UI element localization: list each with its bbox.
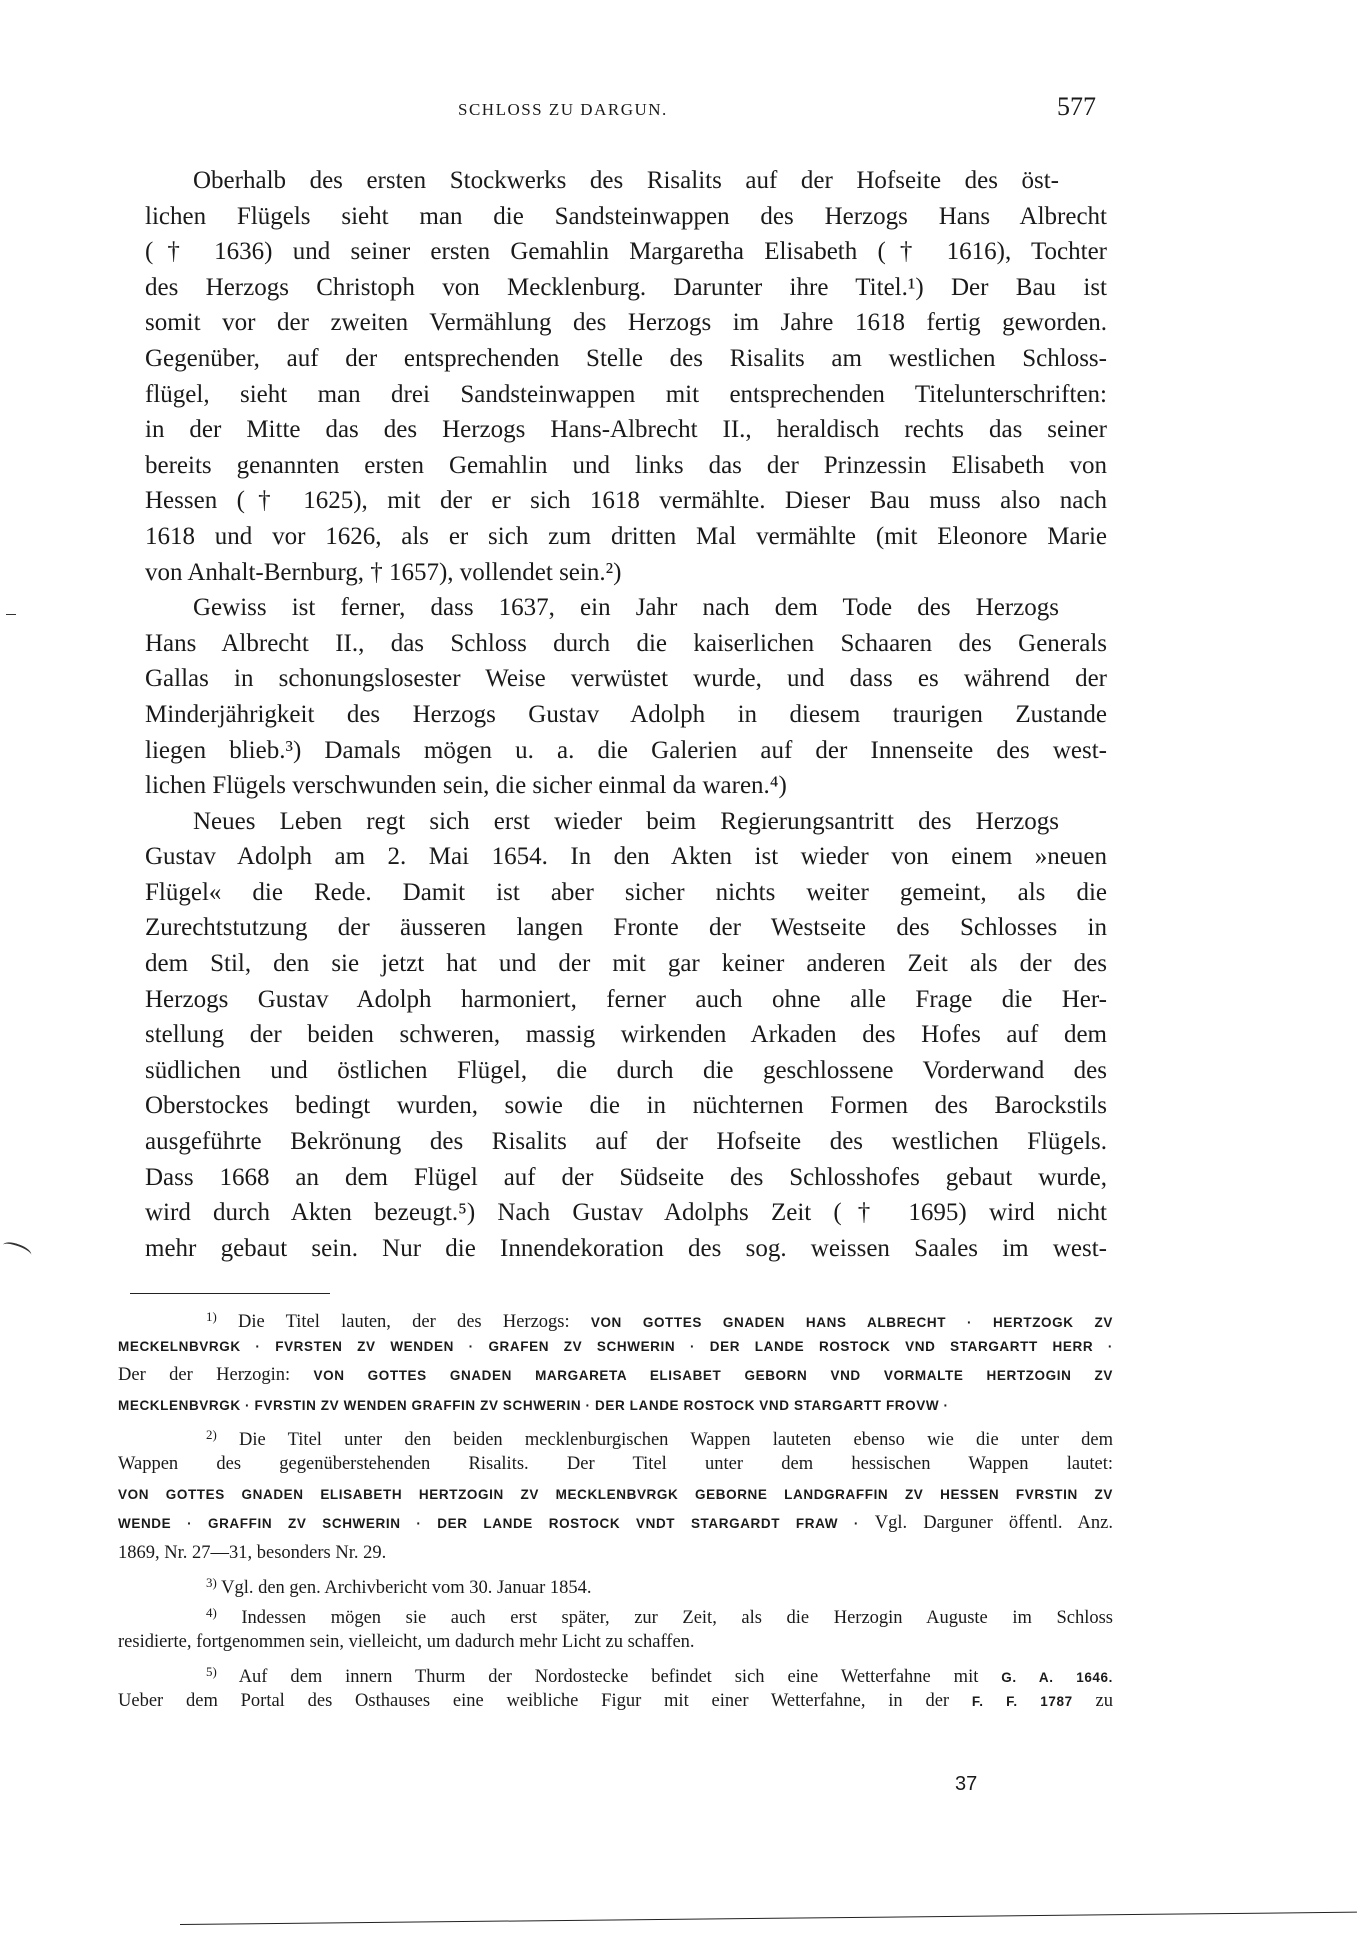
- footnote: [118, 1657, 1113, 1716]
- inscription-text: F. F. 1787: [971, 1693, 1073, 1709]
- text-line: [145, 910, 1107, 946]
- text-line: [145, 661, 1107, 697]
- text-line-content: 1618 und vor 1626, als er sich zum dritten Mal vermählte (mit Eleonore Marie: [145, 522, 1107, 550]
- footnote-text: residierte, fortgenommen sein, vielleicht, um dadurch mehr Licht zu schaffen.: [118, 1631, 695, 1652]
- footnote-line: [118, 1361, 1113, 1391]
- text-line-content: Gegenüber, auf der entsprechenden Stelle des Risalits am westlichen Schloss-: [145, 344, 1107, 372]
- text-line: [145, 483, 1107, 519]
- text-line-content: Oberstockes bedingt wurden, sowie die in nüchternen Formen des Barockstils: [145, 1092, 1107, 1120]
- text-line-content: Herzogs Gustav Adolph harmoniert, ferner auch ohne alle Frage die Her-: [145, 985, 1107, 1013]
- text-line: [145, 270, 1107, 306]
- footnote: [118, 1302, 1113, 1420]
- footnote-line: [118, 1391, 1113, 1421]
- footnote-text: Die Titel lauten, der des Herzogs:: [238, 1311, 591, 1332]
- footnote-text: 1869, Nr. 27—31, besonders Nr. 29.: [118, 1542, 387, 1563]
- text-line-content: Gewiss ist ferner, dass 1637, ein Jahr nach dem Tode des Herzogs: [193, 594, 1059, 622]
- text-line-content: († 1636) und seiner ersten Gemahlin Margaretha Elisabeth († 1616), Tochter: [145, 238, 1107, 266]
- footnote: [118, 1598, 1113, 1657]
- scan-edge-line: [180, 1912, 1357, 1925]
- text-line-content: von Anhalt-Bernburg, † 1657), vollendet sein.²): [145, 558, 622, 586]
- text-line-content: stellung der beiden schweren, massig wirkenden Arkaden des Hofes auf dem: [145, 1021, 1107, 1049]
- text-line-content: Hans Albrecht II., das Schloss durch die kaiserlichen Schaaren des Generals: [145, 629, 1107, 657]
- text-line: [145, 555, 1107, 591]
- text-line-content: lichen Flügels verschwunden sein, die sicher einmal da waren.⁴): [145, 772, 787, 800]
- footnote-line: [118, 1332, 1113, 1362]
- text-line-content: Gustav Adolph am 2. Mai 1654. In den Akten ist wieder von einem »neuen: [145, 843, 1107, 871]
- footnote-line: [118, 1509, 1113, 1539]
- text-line: [145, 1053, 1107, 1089]
- inscription-text: VON GOTTES GNADEN ELISABETH HERTZOGIN ZV MECKLENBVRGK GEBORNE LANDGRAFFIN ZV HESSEN FVRSTIN ZV: [118, 1486, 1113, 1502]
- text-line: [145, 804, 1107, 840]
- signature-mark: 37: [955, 1773, 978, 1795]
- inscription-text: WENDE · GRAFFIN ZV SCHWERIN · DER LANDE ROSTOCK VNDT STARGARDT FRAW ·: [118, 1516, 875, 1532]
- text-line: [145, 234, 1107, 270]
- scan-artifact-tick: [6, 614, 16, 615]
- text-line: [145, 697, 1107, 733]
- text-line-content: mehr gebaut sein. Nur die Innendekoration des sog. weissen Saales im west-: [145, 1234, 1107, 1262]
- footnote-line: [118, 1598, 1113, 1628]
- footnote-line: [118, 1657, 1113, 1687]
- text-line: [145, 305, 1107, 341]
- footnote-rule: [130, 1293, 330, 1294]
- text-line: [145, 626, 1107, 662]
- footnote-marker: 1): [206, 1309, 217, 1324]
- footnote: [118, 1568, 1113, 1598]
- inscription-text: MECKELNBVRGK · FVRSTEN ZV WENDEN · GRAFEN ZV SCHWERIN · DER LANDE ROSTOCK VND STARGARTT HERR ·: [118, 1338, 1113, 1354]
- footnote-line: [118, 1450, 1113, 1480]
- footnote-text: Indessen mögen sie auch erst später, zur Zeit, als die Herzogin Auguste im Schloss: [241, 1607, 1114, 1628]
- text-line: [145, 519, 1107, 555]
- footnote-line: [118, 1302, 1113, 1332]
- footnote-text: Der der Herzogin:: [118, 1365, 314, 1386]
- text-line: [145, 590, 1107, 626]
- text-line-content: in der Mitte das des Herzogs Hans-Albrecht II., heraldisch rechts das seiner: [145, 416, 1107, 444]
- footnote-text: Ueber dem Portal des Osthauses eine weibliche Figur mit einer Wetterfahne, in der: [118, 1690, 972, 1711]
- text-line-content: südlichen und östlichen Flügel, die durch die geschlossene Vorderwand des: [145, 1056, 1107, 1084]
- footnote-marker: 5): [206, 1664, 217, 1680]
- text-line: [145, 163, 1107, 199]
- text-line-content: Hessen († 1625), mit der er sich 1618 vermählte. Dieser Bau muss also nach: [145, 487, 1107, 515]
- text-line: [145, 768, 1107, 804]
- text-line: [145, 1088, 1107, 1124]
- scan-artifact-mark: [1, 1239, 33, 1261]
- text-line-content: bereits genannten ersten Gemahlin und links das der Prinzessin Elisabeth von: [145, 451, 1107, 479]
- footnote-line: [118, 1420, 1113, 1450]
- running-title: SCHLOSS ZU DARGUN.: [458, 100, 668, 119]
- text-line: [145, 1160, 1107, 1196]
- text-line-content: Zurechtstutzung der äusseren langen Fronte der Westseite des Schlosses in: [145, 914, 1107, 942]
- body-text: [145, 163, 1107, 1266]
- footnote-text: Vgl. den gen. Archivbericht vom 30. Januar 1854.: [221, 1578, 592, 1599]
- text-line: [145, 982, 1107, 1018]
- text-line: [145, 412, 1107, 448]
- text-line: [145, 875, 1107, 911]
- text-line-content: des Herzogs Christoph von Mecklenburg. Darunter ihre Titel.¹) Der Bau ist: [145, 273, 1107, 301]
- text-line-content: flügel, sieht man drei Sandsteinwappen mit entsprechenden Titelunterschriften:: [145, 380, 1107, 408]
- footnote-text: Wappen des gegenüberstehenden Risalits. Der Titel unter dem hessischen Wappen lautet:: [118, 1453, 1113, 1474]
- text-line-content: somit vor der zweiten Vermählung des Herzogs im Jahre 1618 fertig geworden.: [145, 309, 1107, 337]
- footnote-line: [118, 1687, 1113, 1717]
- footnote-marker: 4): [206, 1604, 217, 1620]
- running-head: [0, 92, 1357, 126]
- text-line-content: Oberhalb des ersten Stockwerks des Risalits auf der Hofseite des öst-: [193, 167, 1059, 194]
- text-line: [145, 377, 1107, 413]
- text-line: [145, 1124, 1107, 1160]
- text-line-content: dem Stil, den sie jetzt hat und der mit gar keiner anderen Zeit als der des: [145, 950, 1107, 978]
- text-line: [145, 1195, 1107, 1231]
- text-line: [145, 448, 1107, 484]
- text-line-content: Minderjährigkeit des Herzogs Gustav Adolph in diesem traurigen Zustande: [145, 700, 1107, 728]
- inscription-text: VON GOTTES GNADEN HANS ALBRECHT · HERTZOGK ZV: [590, 1314, 1113, 1330]
- text-line-content: Dass 1668 an dem Flügel auf der Südseite des Schlosshofes gebaut wurde,: [145, 1163, 1107, 1191]
- footnote-text: zu: [1072, 1690, 1113, 1711]
- footnote-text: Vgl. Darguner öffentl. Anz.: [874, 1513, 1113, 1534]
- text-line-content: lichen Flügels sieht man die Sandsteinwappen des Herzogs Hans Albrecht: [145, 202, 1107, 230]
- text-line: [145, 1231, 1107, 1267]
- footnote-text: Auf dem innern Thurm der Nordostecke befindet sich eine Wetterfahne mit: [238, 1666, 1002, 1687]
- paragraph: [145, 590, 1107, 804]
- text-line-content: ausgeführte Bekrönung des Risalits auf der Hofseite des westlichen Flügels.: [145, 1128, 1107, 1156]
- paragraph: [145, 163, 1107, 590]
- text-line: [145, 341, 1107, 377]
- inscription-text: VON GOTTES GNADEN MARGARETA ELISABET GEBORN VND VORMALTE HERTZOGIN ZV: [313, 1368, 1113, 1384]
- text-line: [145, 839, 1107, 875]
- text-line: [145, 946, 1107, 982]
- inscription-text: MECKLENBVRGK · FVRSTIN ZV WENDEN GRAFFIN ZV SCHWERIN · DER LANDE ROSTOCK VND STARGARTT FROVW ·: [118, 1397, 949, 1413]
- text-line: [145, 733, 1107, 769]
- footnote: [118, 1420, 1113, 1568]
- footnote-text: Die Titel unter den beiden mecklenburgischen Wappen lauteten ebenso wie die unter dem: [239, 1430, 1113, 1451]
- footnote-line: [118, 1480, 1113, 1510]
- footnote-marker: 3): [206, 1575, 217, 1591]
- footnote-line: [118, 1539, 1113, 1569]
- text-line-content: wird durch Akten bezeugt.⁵) Nach Gustav Adolphs Zeit († 1695) wird nicht: [145, 1199, 1107, 1227]
- footnote-line: [118, 1628, 1113, 1658]
- footnote-line: [118, 1568, 1113, 1598]
- footnote-marker: 2): [206, 1427, 217, 1443]
- text-line-content: Flügel« die Rede. Damit ist aber sicher nichts weiter gemeint, als die: [145, 878, 1107, 906]
- paragraph: [145, 804, 1107, 1267]
- text-line-content: Neues Leben regt sich erst wieder beim Regierungsantritt des Herzogs: [193, 807, 1059, 835]
- footnotes: [118, 1302, 1113, 1716]
- text-line-content: Gallas in schonungslosester Weise verwüstet wurde, und dass es während der: [145, 665, 1107, 693]
- text-line: [145, 1017, 1107, 1053]
- text-line-content: liegen blieb.³) Damals mögen u. a. die Galerien auf der Innenseite des west-: [145, 736, 1107, 764]
- page-number: 577: [1057, 92, 1096, 121]
- inscription-text: G. A. 1646.: [1001, 1669, 1113, 1685]
- text-line: [145, 199, 1107, 235]
